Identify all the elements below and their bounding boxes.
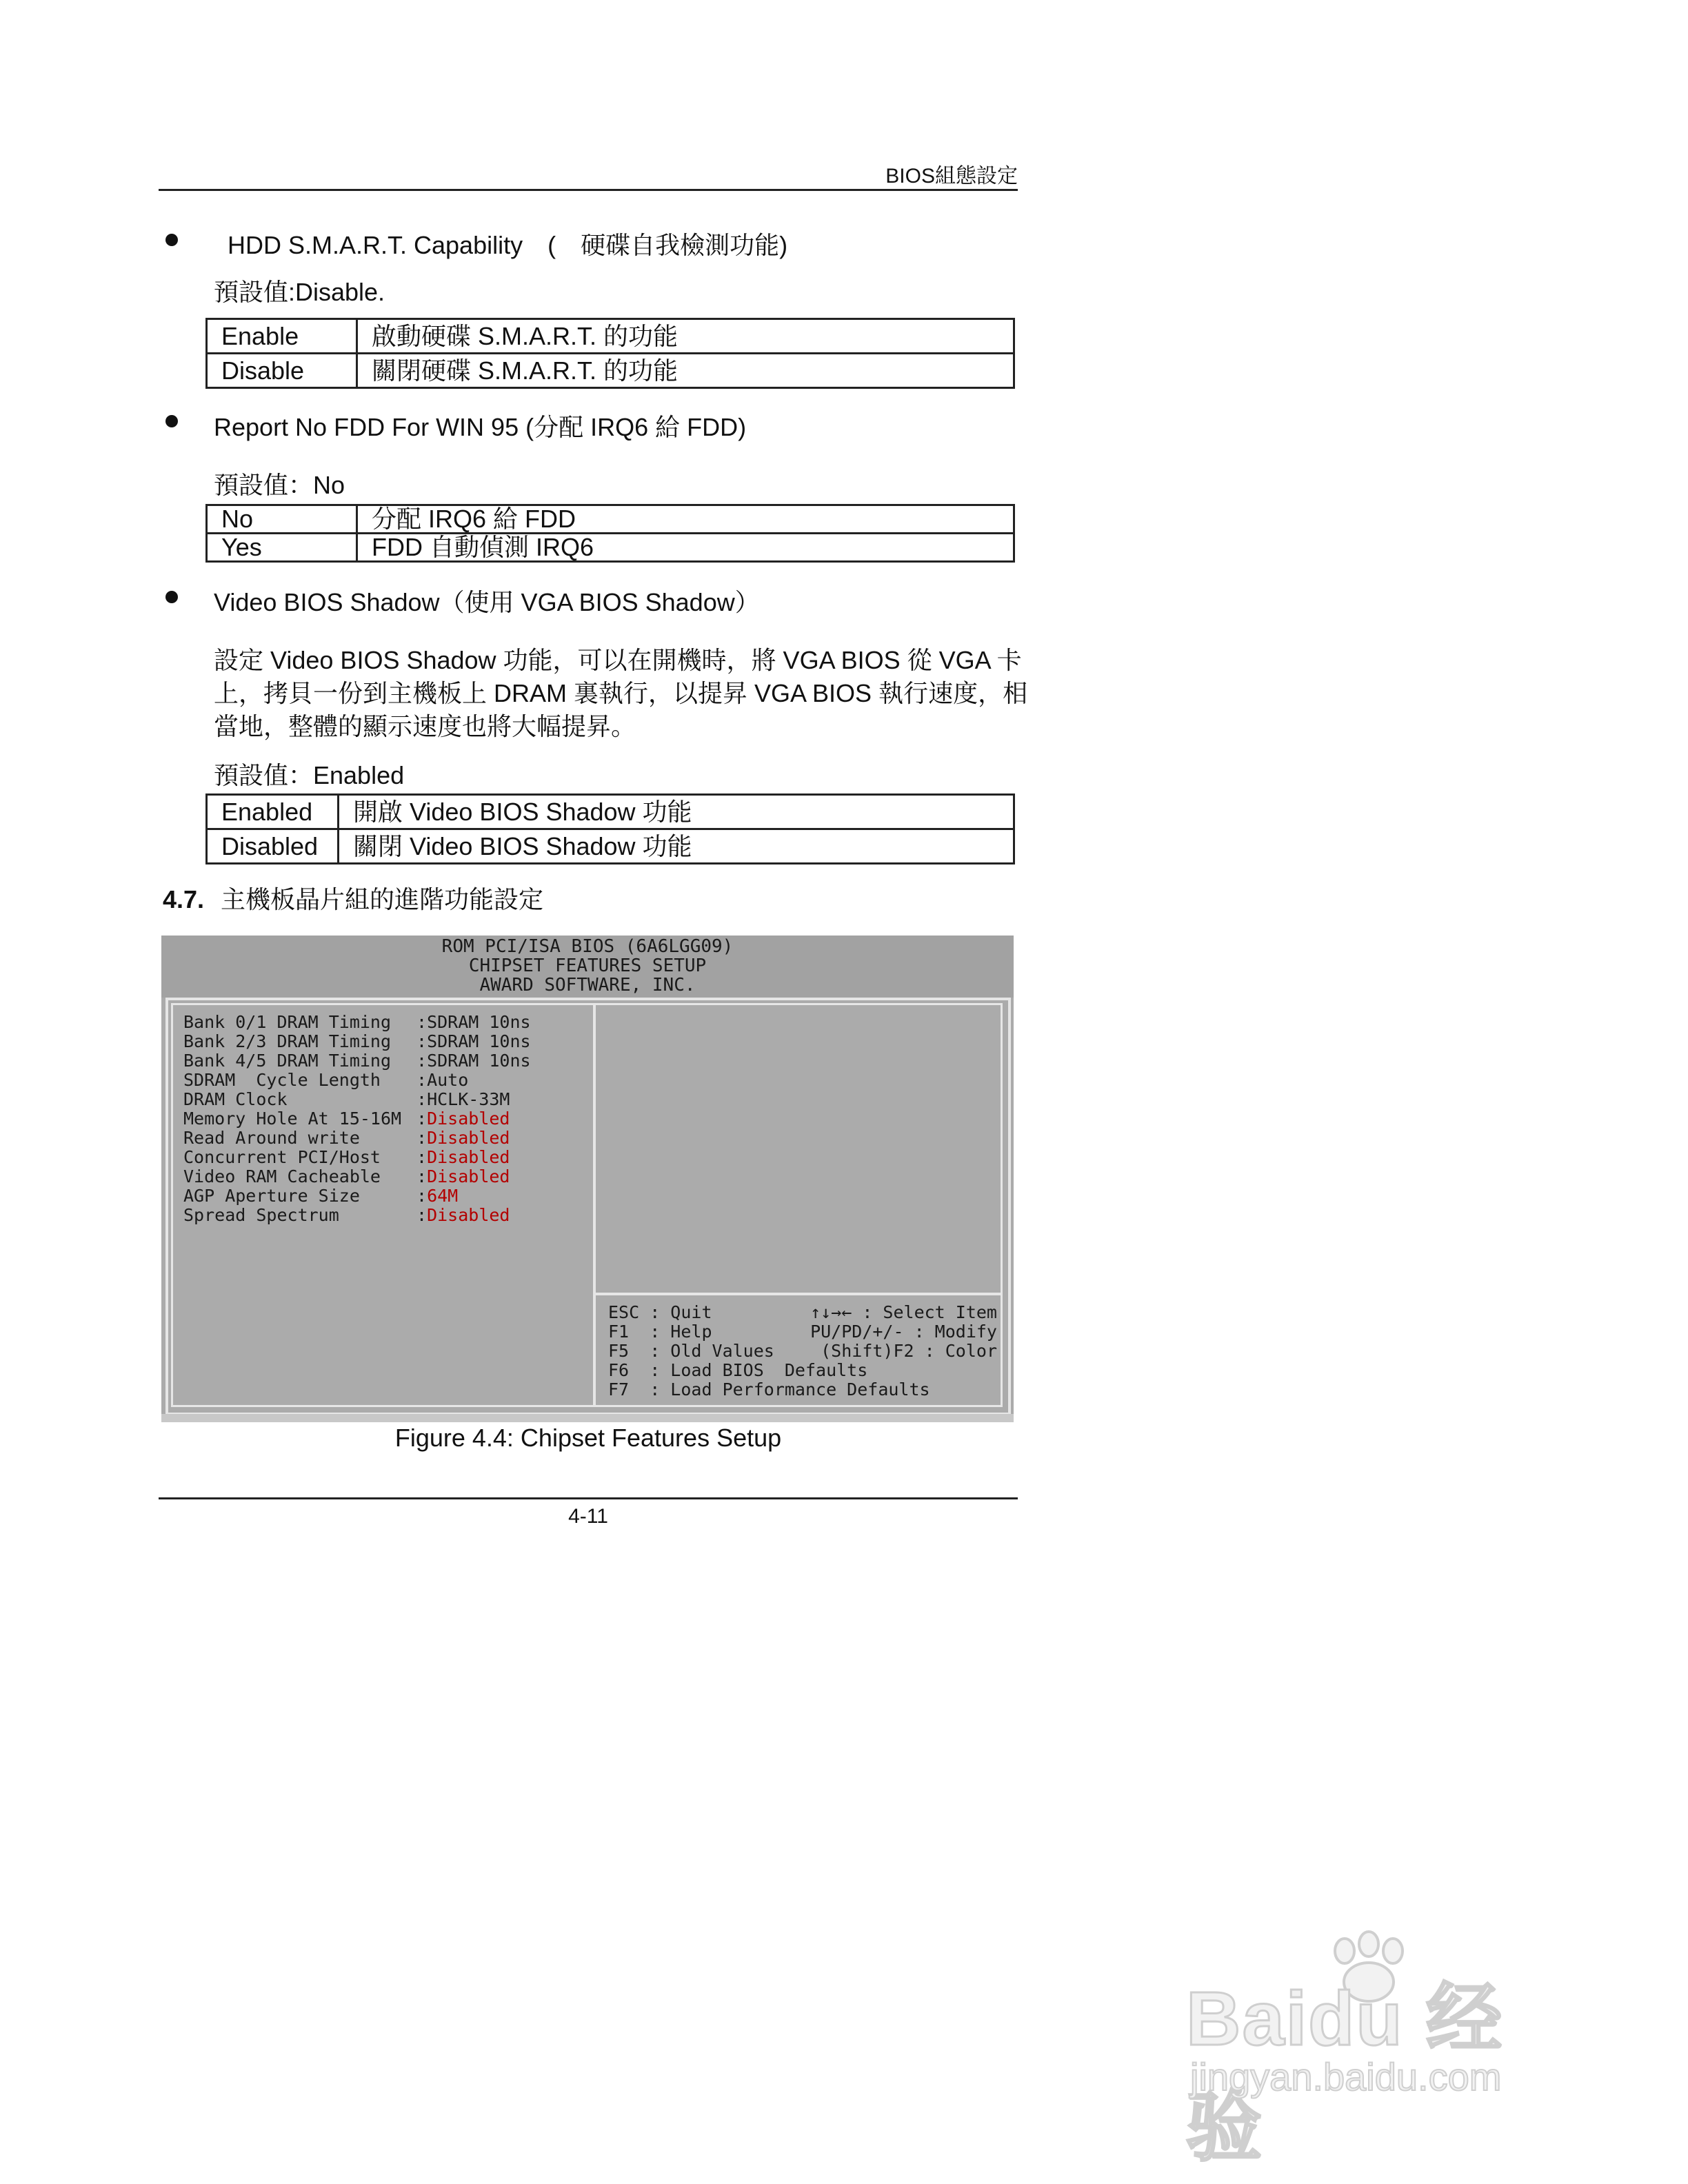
- bios-setting-row[interactable]: Concurrent PCI/Host :Disabled: [183, 1147, 510, 1167]
- bios-divider: [593, 1293, 1003, 1295]
- table-row: [207, 829, 1014, 864]
- bios-screen: [161, 936, 1014, 1422]
- bios-setting-row[interactable]: Memory Hole At 15-16M :Disabled: [183, 1109, 510, 1129]
- bios-setting-value[interactable]: SDRAM 10ns: [427, 1051, 531, 1071]
- bios-setting-label: Spread Spectrum: [183, 1205, 339, 1225]
- option-desc: 關閉硬碟 S.M.A.R.T. 的功能: [357, 354, 1014, 388]
- bios-settings-list: [183, 1013, 531, 1225]
- watermark-url: jingyan.baidu.com: [1190, 2055, 1502, 2099]
- bios-setting-label: Concurrent PCI/Host: [183, 1147, 381, 1167]
- bios-setting-label: DRAM Clock: [183, 1089, 288, 1109]
- bullet-icon: [165, 415, 178, 427]
- bios-setting-value[interactable]: Disabled: [427, 1147, 510, 1167]
- item-title-smart: HDD S.M.A.R.T. Capability ( 硬碟自我檢測功能): [228, 231, 788, 259]
- default-smart: 預設值:Disable.: [214, 278, 385, 306]
- header-rule: [159, 189, 1018, 191]
- bios-help-line: ESC : Quit: [608, 1302, 712, 1322]
- fdd-options-table: [205, 504, 1015, 563]
- bios-help-line: F5 : Old Values: [608, 1341, 774, 1361]
- option-key: No: [207, 505, 357, 534]
- option-desc: FDD 自動偵測 IRQ6: [357, 534, 1014, 562]
- bios-divider: [593, 1003, 596, 1407]
- option-key: Disable: [207, 354, 357, 388]
- shadow-desc-line: 當地，整體的顯示速度也將大幅提昇。: [214, 712, 636, 740]
- bullet-icon: [165, 591, 178, 603]
- figure-caption: Figure 4.4: Chipset Features Setup: [394, 1424, 782, 1452]
- bios-help-line: F1 : Help: [608, 1322, 712, 1342]
- smart-options-table: [205, 318, 1015, 389]
- bios-header: [161, 936, 1014, 998]
- shadow-options-table: [205, 793, 1015, 865]
- shadow-desc-line: 上，拷貝一份到主機板上 DRAM 裏執行，以提昇 VGA BIOS 執行速度，相: [214, 679, 1028, 707]
- bios-setting-value[interactable]: Disabled: [427, 1109, 510, 1129]
- bios-bottom-edge: [161, 1414, 1014, 1422]
- bios-setting-value[interactable]: Disabled: [427, 1128, 510, 1148]
- bios-setting-value[interactable]: HCLK-33M: [427, 1089, 510, 1109]
- bios-help-line: ↑↓→← : Select Item: [810, 1302, 997, 1322]
- footer-rule: [159, 1497, 1018, 1499]
- bios-setting-label: Bank 4/5 DRAM Timing: [183, 1051, 392, 1071]
- option-desc: 啟動硬碟 S.M.A.R.T. 的功能: [357, 319, 1014, 354]
- shadow-desc-line: 設定 Video BIOS Shadow 功能，可以在開機時，將 VGA BIOS 從 VGA 卡: [214, 646, 1022, 674]
- bios-setting-row[interactable]: DRAM Clock :HCLK-33M: [183, 1089, 510, 1109]
- bios-help-line: PU/PD/+/- : Modify: [810, 1322, 997, 1342]
- bios-setting-value[interactable]: 64M: [427, 1186, 459, 1206]
- watermark-brand: Baidu 经验: [1186, 1976, 1504, 2170]
- bios-setting-row[interactable]: AGP Aperture Size :64M: [183, 1186, 459, 1206]
- bullet-icon: [165, 234, 178, 246]
- table-row: [207, 534, 1014, 562]
- bios-setting-value[interactable]: Disabled: [427, 1166, 510, 1186]
- bios-setting-label: Bank 0/1 DRAM Timing: [183, 1012, 392, 1032]
- bios-setting-label: Read Around write: [183, 1128, 360, 1148]
- bios-setting-value[interactable]: SDRAM 10ns: [427, 1031, 531, 1051]
- option-key: Enabled: [207, 795, 339, 829]
- watermark: [1186, 1930, 1572, 2170]
- default-fdd: 預設值：No: [214, 471, 345, 499]
- bios-setting-row[interactable]: Bank 0/1 DRAM Timing :SDRAM 10ns: [183, 1012, 531, 1032]
- section-heading: [163, 880, 543, 916]
- bios-help-line: (Shift)F2 : Color: [821, 1341, 997, 1361]
- bios-setting-label: Bank 2/3 DRAM Timing: [183, 1031, 392, 1051]
- bios-setting-label: Video RAM Cacheable: [183, 1166, 381, 1186]
- option-desc: 關閉 Video BIOS Shadow 功能: [339, 829, 1014, 864]
- bios-header-line: CHIPSET FEATURES SETUP: [468, 956, 707, 976]
- bios-help-line: F6 : Load BIOS Defaults: [608, 1360, 868, 1380]
- bios-setting-row[interactable]: Read Around write :Disabled: [183, 1128, 510, 1148]
- page-header-title: BIOS組態設定: [885, 165, 1018, 188]
- bios-setting-row[interactable]: Bank 4/5 DRAM Timing :SDRAM 10ns: [183, 1051, 531, 1071]
- section-number: 4.7.: [163, 885, 205, 913]
- bios-setting-row[interactable]: Spread Spectrum :Disabled: [183, 1205, 510, 1225]
- option-desc: 分配 IRQ6 給 FDD: [357, 505, 1014, 534]
- table-row: [207, 319, 1014, 354]
- bios-help-nav: [810, 1303, 997, 1361]
- section-title: 主機板晶片組的進階功能設定: [221, 885, 544, 913]
- table-row: [207, 505, 1014, 534]
- table-row: [207, 795, 1014, 829]
- bios-setting-value[interactable]: SDRAM 10ns: [427, 1012, 531, 1032]
- item-title-shadow: Video BIOS Shadow（使用 VGA BIOS Shadow）: [214, 588, 760, 616]
- option-key: Disabled: [207, 829, 339, 864]
- bios-header-line: ROM PCI/ISA BIOS (6A6LGG09): [441, 936, 734, 957]
- default-shadow: 預設值：Enabled: [214, 761, 405, 789]
- option-key: Enable: [207, 319, 357, 354]
- item-title-fdd: Report No FDD For WIN 95 (分配 IRQ6 給 FDD): [214, 413, 747, 441]
- option-desc: 開啟 Video BIOS Shadow 功能: [339, 795, 1014, 829]
- bios-header-line: AWARD SOFTWARE, INC.: [479, 975, 696, 995]
- option-key: Yes: [207, 534, 357, 562]
- bios-setting-row[interactable]: Bank 2/3 DRAM Timing :SDRAM 10ns: [183, 1031, 531, 1051]
- bios-setting-label: AGP Aperture Size: [183, 1186, 360, 1206]
- bios-setting-row[interactable]: SDRAM Cycle Length :Auto: [183, 1070, 469, 1090]
- table-row: [207, 354, 1014, 388]
- bios-setting-label: SDRAM Cycle Length: [183, 1070, 381, 1090]
- bios-setting-value[interactable]: Auto: [427, 1070, 469, 1090]
- bios-help-line: F7 : Load Performance Defaults: [608, 1379, 930, 1399]
- bios-setting-label: Memory Hole At 15-16M: [183, 1109, 402, 1129]
- bios-setting-row[interactable]: Video RAM Cacheable :Disabled: [183, 1166, 510, 1186]
- bios-setting-value[interactable]: Disabled: [427, 1205, 510, 1225]
- page-number: 4-11: [568, 1505, 608, 1528]
